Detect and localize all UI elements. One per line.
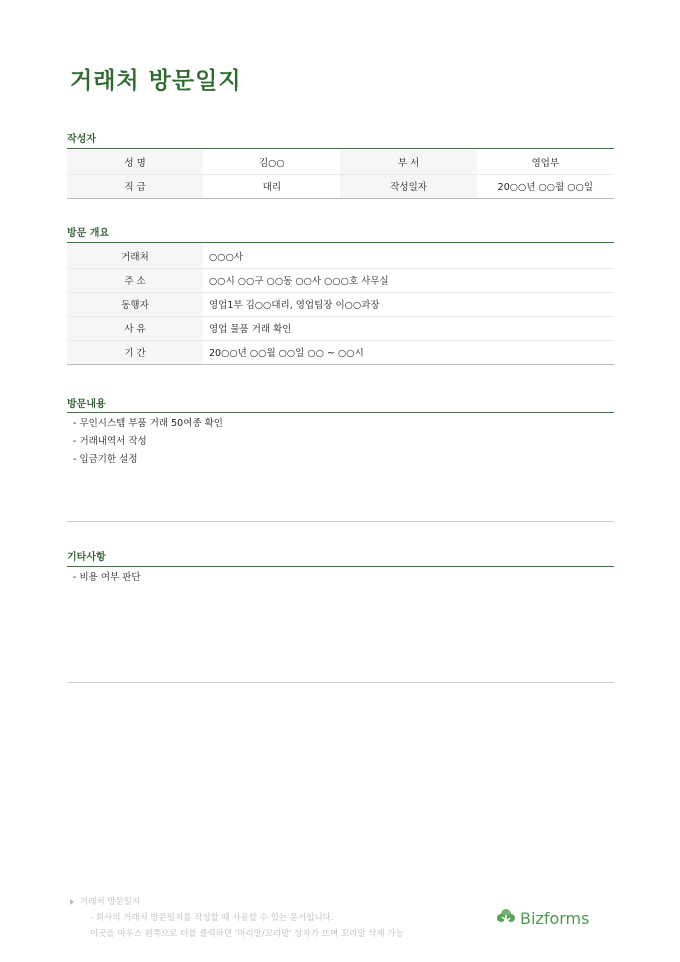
department-value[interactable]: 영업부 [477, 150, 614, 174]
content-section-bottom-rule [67, 521, 614, 522]
period-value[interactable]: 20○○년 ○○월 ○○일 ○○ ~ ○○시 [203, 340, 614, 364]
writer-table [67, 150, 614, 199]
list-item: - 입금기한 설정 [73, 454, 138, 465]
content-section-heading: 방문내용 [67, 399, 106, 410]
footer-line-2: 이곳을 마우스 왼쪽으로 더블 클릭하면 '머리말/꼬리말' 상자가 뜨며 꼬리말 삭제 가능 [90, 929, 404, 939]
rank-value[interactable]: 대리 [203, 174, 340, 198]
table-row [67, 150, 614, 174]
overview-section-heading: 방문 개요 [67, 228, 110, 239]
content-list[interactable] [73, 415, 223, 469]
list-item: - 거래내역서 작성 [73, 436, 147, 447]
list-item: - 비용 여부 판단 [73, 572, 141, 583]
department-label: 부 서 [340, 150, 476, 174]
writer-section-rule [67, 148, 614, 149]
list-item: - 무인시스템 부품 거래 50여종 확인 [73, 418, 223, 429]
name-value[interactable]: 김○○ [203, 150, 340, 174]
companion-value[interactable]: 영업1부 김○○대리, 영업팀장 이○○과장 [203, 292, 614, 316]
name-label: 성 명 [67, 150, 203, 174]
writer-section-heading: 작성자 [67, 134, 96, 145]
notes-list[interactable] [73, 569, 141, 587]
table-row [67, 292, 614, 316]
date-value[interactable]: 20○○년 ○○월 ○○일 [477, 174, 614, 198]
tree-leaf-icon [496, 907, 516, 929]
brand-name: Bizforms [520, 908, 590, 928]
notes-section-bottom-rule [67, 682, 614, 683]
table-row [67, 268, 614, 292]
address-label: 주 소 [67, 268, 203, 292]
table-row [67, 340, 614, 364]
table-row [67, 244, 614, 268]
overview-table [67, 244, 614, 365]
table-row [67, 174, 614, 198]
content-section-rule [67, 412, 614, 413]
footer-title-row [70, 894, 404, 910]
overview-section-rule [67, 242, 614, 243]
footer-title: 거래처 방문일지 [80, 897, 141, 907]
document-title: 거래처 방문일지 [70, 68, 242, 94]
rank-label: 직 급 [67, 174, 203, 198]
client-value[interactable]: ○○○사 [203, 244, 614, 268]
notes-section-heading: 기타사항 [67, 552, 106, 563]
date-label: 작성일자 [340, 174, 476, 198]
footer-line-1: - 회사의 거래처 방문일지를 작성할 때 사용할 수 있는 문서입니다. [90, 913, 334, 923]
period-label: 기 간 [67, 340, 203, 364]
companion-label: 동행자 [67, 292, 203, 316]
address-value[interactable]: ○○시 ○○구 ○○동 ○○사 ○○○호 사무실 [203, 268, 614, 292]
reason-value[interactable]: 영업 물품 거래 확인 [203, 316, 614, 340]
client-label: 거래처 [67, 244, 203, 268]
reason-label: 사 유 [67, 316, 203, 340]
brand-logo [496, 907, 589, 929]
notes-section-rule [67, 566, 614, 567]
table-row [67, 316, 614, 340]
footer[interactable] [70, 894, 404, 942]
triangle-bullet-icon [70, 899, 74, 905]
